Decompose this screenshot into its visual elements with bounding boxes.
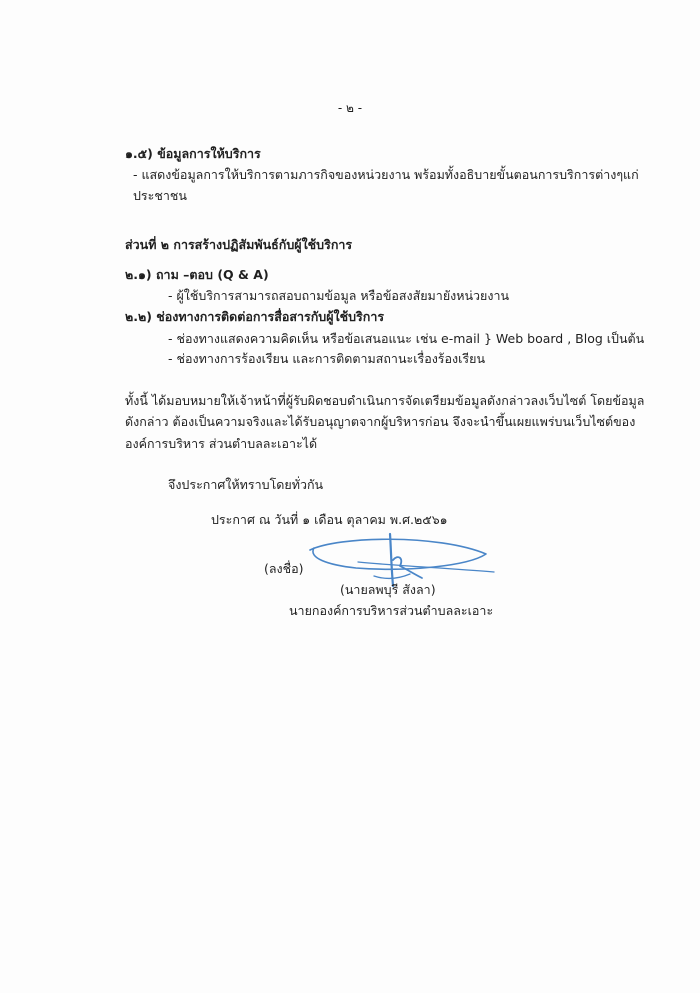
signer-name: (นายลพบุรี สังลา) (340, 582, 436, 597)
signer-position: นายกองค์การบริหารส่วนตำบลละเอาะ (289, 603, 494, 618)
signature-stroke-tail (358, 562, 494, 572)
date-line: ประกาศ ณ วันที่ ๑ เดือน ตุลาคม พ.ศ.๒๕๖๑ (211, 512, 448, 527)
assignment-line2: ดังกล่าว ต้องเป็นความจริงและได้รับอนุญาตจากผู้บริหารก่อน จึงจะนำขึ้นเผยแพร่บนเว็บไซต์ของ (125, 414, 636, 429)
sign-label: (ลงชื่อ) (264, 561, 304, 576)
section-1-5-body-line2: ประชาชน (133, 188, 187, 203)
section-1-5-body-line1: - แสดงข้อมูลการให้บริการตามภารกิจของหน่วยงาน พร้อมทั้งอธิบายขั้นตอนการบริการต่างๆแก่ (133, 167, 639, 182)
item-2-1-heading: ๒.๑) ถาม –ตอบ (Q & A) (125, 267, 269, 282)
announcement-text: จึงประกาศให้ทราบโดยทั่วกัน (168, 477, 324, 492)
item-2-1-bullet: - ผู้ใช้บริการสามารถสอบถามข้อมูล หรือข้อสงสัยมายังหน่วยงาน (168, 288, 510, 303)
item-2-2-heading: ๒.๒) ช่องทางการติดต่อการสื่อสารกับผู้ใช้บริการ (125, 309, 385, 324)
item-2-2-bullet1: - ช่องทางแสดงความคิดเห็น หรือข้อเสนอแนะ เช่น e-mail } Web board , Blog เป็นต้น (168, 331, 645, 346)
page-number: - ๒ - (337, 101, 363, 115)
part2-heading: ส่วนที่ ๒ การสร้างปฏิสัมพันธ์กับผู้ใช้บริการ (125, 237, 353, 252)
item-2-2-bullet2: - ช่องทางการร้องเรียน และการติดตามสถานะเรื่องร้องเรียน (168, 351, 485, 366)
section-1-5-heading: ๑.๕) ข้อมูลการให้บริการ (125, 146, 261, 161)
assignment-line1: ทั้งนี้ ได้มอบหมายให้เจ้าหน้าที่ผู้รับผิดชอบดำเนินการจัดเตรียมข้อมูลดังกล่าวลงเว็บไซต์ โดยข้อมูล (125, 393, 645, 408)
assignment-line3: องค์การบริหาร ส่วนตำบลละเอาะได้ (125, 436, 318, 451)
signature-mark (298, 532, 498, 588)
